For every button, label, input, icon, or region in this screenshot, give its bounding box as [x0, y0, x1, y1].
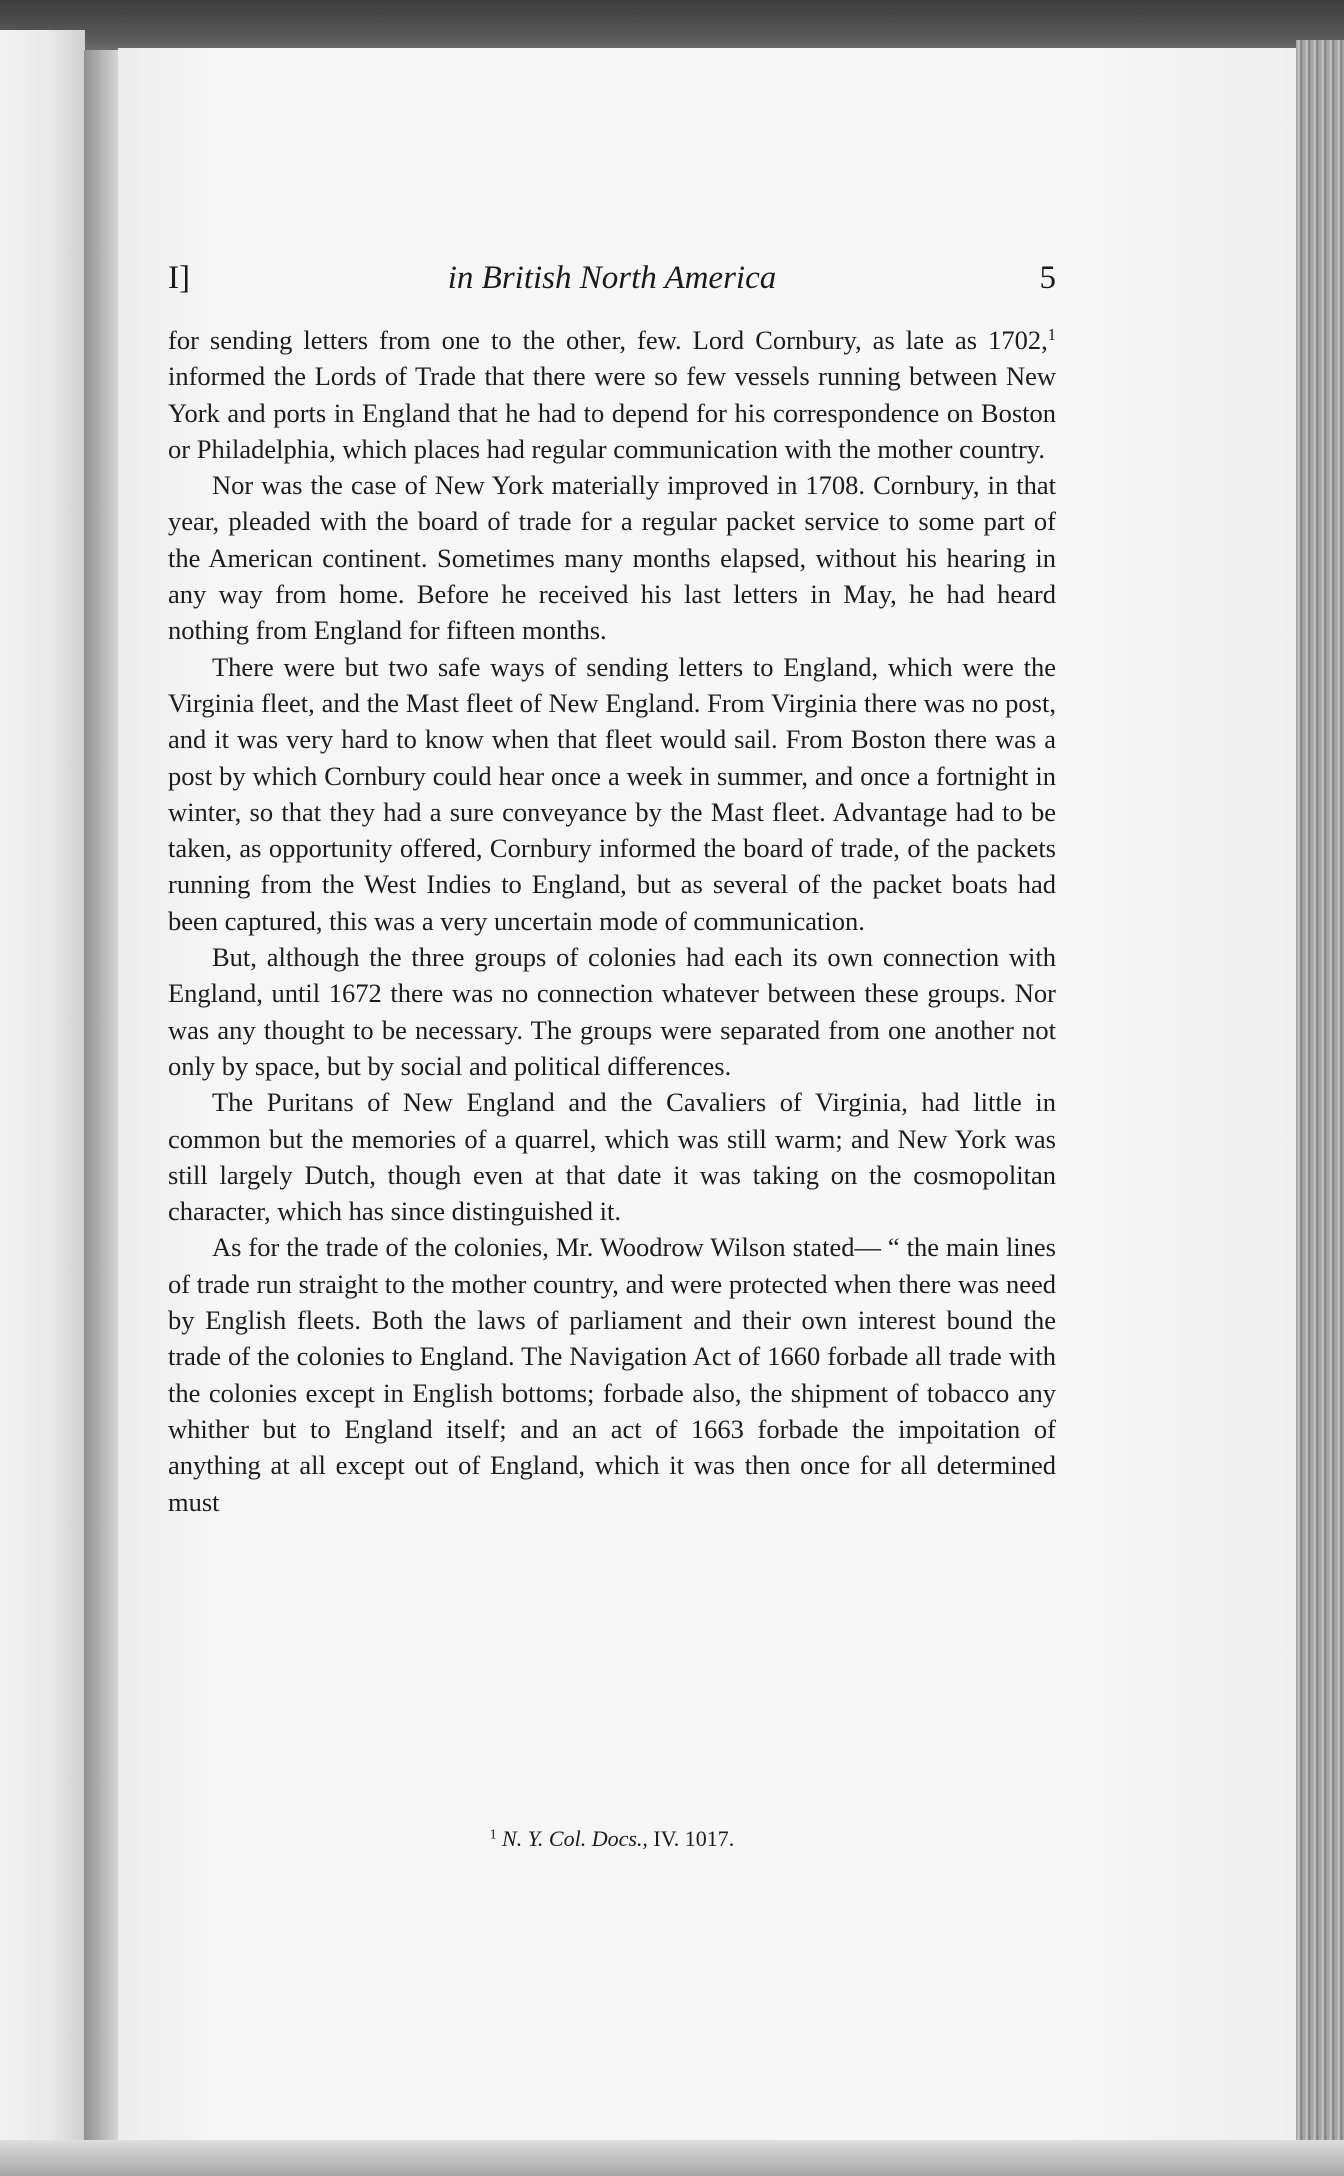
paragraph-1 — [168, 322, 1056, 467]
running-head-title: in British North America — [447, 260, 777, 296]
footnote-marker: 1 — [489, 1826, 497, 1842]
body-text — [168, 322, 1056, 1520]
chapter-marker: I] — [168, 260, 190, 296]
paragraph-6: As for the trade of the colonies, Mr. Woodrow Wilson stated— “ the main lines of trade run straight to the mother country, and were protected when there was need by English fleets. Both the laws of parliament and their own interest bound the trade of the colonies to England. The Navigation Act of 1660 forbade all trade with the colonies except in English bottoms; forbade also, the shipment of tobacco any whither but to England itself; and an act of 1663 forbade the impoitation of anything at all except out of England, which it was then once for all determined must — [168, 1232, 1056, 1517]
paragraph-2: Nor was the case of New York materially improved in 1708. Cornbury, in that year, pleaded with the board of trade for a regular packet service to some part of the American continent. Sometimes many months elapsed, without his hearing in any way from home. Before he received his last letters in May, he had heard nothing from England for fifteen months. — [168, 470, 1056, 646]
paragraph-1-text-b: informed the Lords of Trade that there were so few vessels running between New York and ports in England that he had to depend for his correspondence on Boston or Philadelphia, which places had regular communication with the mother country. — [168, 361, 1056, 464]
paragraph-5: The Puritans of New England and the Cavaliers of Virginia, had little in common but the memories of a quarrel, which was still warm; and New York was still largely Dutch, though even at that date it was taking on the cosmopolitan character, which has since distinguished it. — [168, 1087, 1056, 1227]
page-fore-edge — [1296, 40, 1344, 2176]
paragraph-1-text-a: for sending letters from one to the other, few. Lord Cornbury, as late as 1702, — [168, 325, 1048, 355]
footnote-reference: 1 — [1047, 324, 1056, 344]
paragraph-3: There were but two safe ways of sending letters to England, which were the Virginia fleet, and the Mast fleet of New England. From Virginia there was no post, and it was very hard to know when that fleet would sail. From Boston there was a post by which Cornbury could hear once a week in summer, and once a fortnight in winter, so that they had a sure conveyance by the Mast fleet. Advantage had to be taken, as opportunity offered, Cornbury informed the board of trade, of the packets running from the West Indies to England, but as several of the packet boats had been captured, this was a very uncertain mode of communication. — [168, 651, 1056, 936]
page-number: 5 — [1039, 260, 1056, 296]
footnote — [168, 1826, 1056, 1852]
footnote-ref: IV. 1017. — [653, 1826, 735, 1851]
running-head — [168, 260, 1056, 304]
paragraph-4: But, although the three groups of colonies had each its own connection with England, until 1672 there was no connection whatever between these groups. Nor was any thought to be necessary. The groups were separated from one another not only by space, but by social and political differences. — [168, 942, 1056, 1081]
spine-shadow — [84, 50, 122, 2176]
scan-bottom-edge — [0, 2140, 1344, 2176]
footnote-source: N. Y. Col. Docs., — [502, 1826, 648, 1851]
facing-page-edge — [0, 30, 85, 2176]
